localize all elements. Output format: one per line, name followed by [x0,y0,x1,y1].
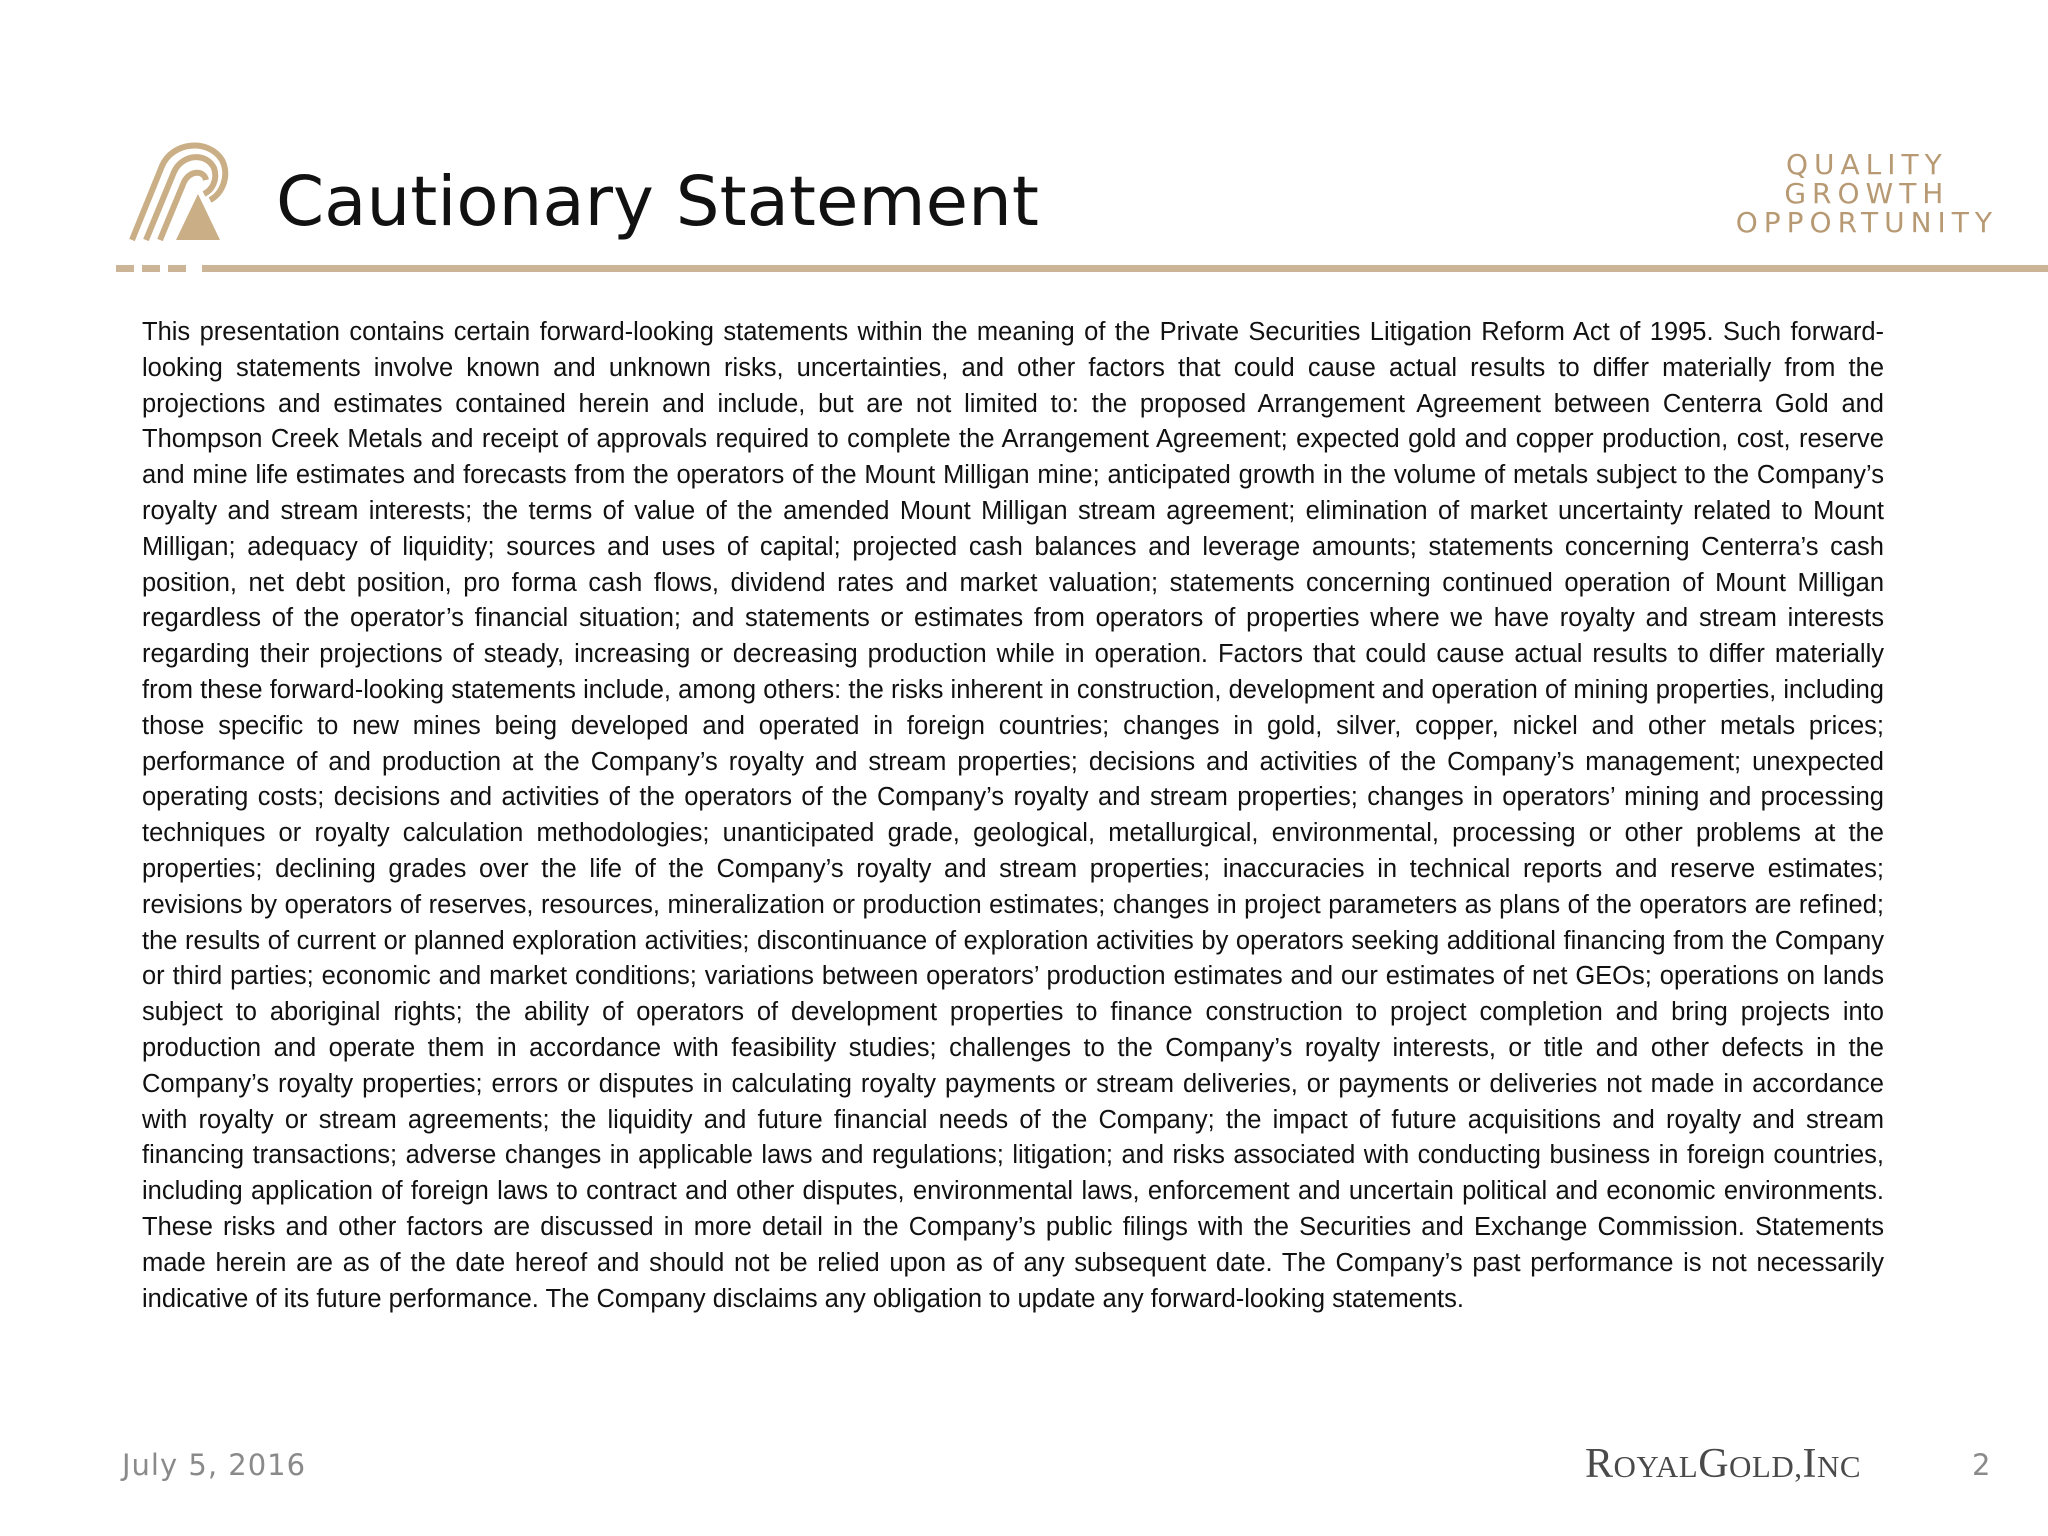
cautionary-statement-text: This presentation contains certain forward-looking statements within the meaning of the Private Securities Litigation Reform Act of 1995. Such forward-looking statements involve known and unknown risks, uncertainties, and other factors that could cause actual results to differ materially from the projections and estimates contained herein and include, but are not limited to: the proposed Arrangement Agreement between Centerra Gold and Thompson Creek Metals and receipt of approvals required to complete the Arrangement Agreement; expected gold and copper production, cost, reserve and mine life estimates and forecasts from the operators of the Mount Milligan mine; anticipated growth in the volume of metals subject to the Company’s royalty and stream interests; the terms of value of the amended Mount Milligan stream agreement; elimination of market uncertainty related to Mount Milligan; adequacy of liquidity; sources and uses of capital; projected cash balances and leverage amounts; statements concerning Centerra’s cash position, net debt position, pro forma cash flows, dividend rates and market valuation; statements concerning continued operation of Mount Milligan regardless of the operator’s financial situation; and statements or estimates from operators of properties where we have royalty and stream interests regarding their projections of steady, increasing or decreasing production while in operation. Factors that could cause actual results to differ materially from these forward-looking statements include, among others: the risks inherent in construction, development and operation of mining properties, including those specific to new mines being developed and operated in foreign countries; changes in gold, silver, copper, nickel and other metals prices; performance of and production at the Company’s royalty and stream properties; decisions and activities of the Company’s management; unexpected operating costs; decisions and activities of the operators of the Company’s royalty and stream properties; changes in operators’ mining and processing techniques or royalty calculation methodologies; unanticipated grade, geological, metallurgical, environmental, processing or other problems at the properties; declining grades over the life of the Company’s royalty and stream properties; inaccuracies in technical reports and reserve estimates; revisions by operators of reserves, resources, mineralization or production estimates; changes in project parameters as plans of the operators are refined; the results of current or planned exploration activities; discontinuance of exploration activities by operators seeking additional financing from the Company or third parties; economic and market conditions; variations between operators’ production estimates and our estimates of net GEOs; operations on lands subject to aboriginal rights; the ability of operators of development properties to finance construction to project completion and bring projects into production and operate them in accordance with feasibility studies; challenges to the Company’s royalty interests, or title and other defects in the Company’s royalty properties; errors or disputes in calculating royalty payments or stream deliveries, or payments or deliveries not made in accordance with royalty or stream agreements; the liquidity and future financial needs of the Company; the impact of future acquisitions and royalty and stream financing transactions; adverse changes in applicable laws and regulations; litigation; and risks associated with conducting business in foreign countries, including application of foreign laws to contract and other disputes, environmental laws, enforcement and uncertain political and economic environments. These risks and other factors are discussed in more detail in the Company’s public filings with the Securities and Exchange Commission. Statements made herein are as of the date hereof and should not be relied upon as of any subsequent date. The Company’s past performance is not necessarily indicative of its future performance. The Company disclaims any obligation to update any forward-looking statements. [142,318,1884,1313]
page-number: 2 [1972,1448,1991,1482]
page-title: Cautionary Statement [276,162,1039,242]
footer-date: July 5, 2016 [122,1448,307,1482]
tagline-growth: GROWTH [1784,177,1950,210]
tagline-quality: QUALITY [1785,148,1948,181]
tagline-opportunity: OPPORTUNITY [1735,206,1998,239]
header-dashes [116,265,206,272]
brand-tagline [1736,150,1998,237]
header-divider [202,265,2048,272]
royal-gold-logo-icon [118,132,230,244]
brand-wordmark: ROYALGOLD,INC [1585,1441,1862,1487]
footer-brand-logo [1585,1440,1861,1488]
